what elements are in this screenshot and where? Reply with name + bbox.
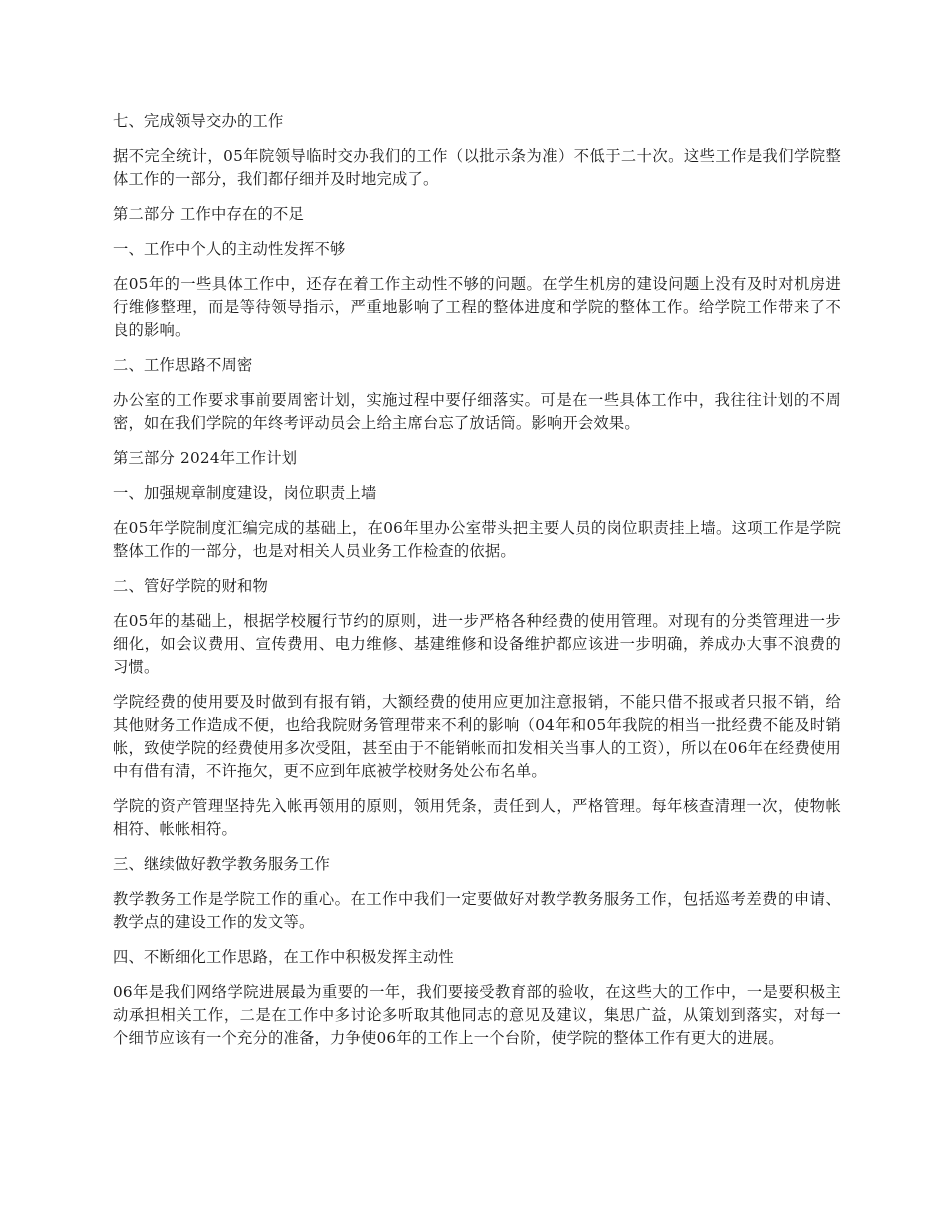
section-heading: 四、不断细化工作思路，在工作中积极发挥主动性: [113, 948, 454, 966]
paragraph: 06年是我们网络学院进展最为重要的一年，我们要接受教育部的验收，在这些大的工作中，一是要积极主动承担相关工作，二是在工作中多讨论多听取其他同志的意见及建议，集思广益，从策划到落实，对每一个细节应该有一个充分的准备，力争使06年的工作上一个台阶，使学院的整体工作有更大的进展。: [113, 983, 841, 1047]
section-heading: 一、加强规章制度建设，岗位职责上墙: [113, 484, 377, 502]
document-body: [113, 110, 841, 1062]
paragraph: 在05年学院制度汇编完成的基础上，在06年里办公室带头把主要人员的岗位职责挂上墙。这项工作是学院整体工作的一部分，也是对相关人员业务工作检查的依据。: [113, 519, 841, 560]
paragraph: 在05年的基础上，根据学校履行节约的原则，进一步严格各种经费的使用管理。对现有的分类管理进一步细化，如会议费用、宣传费用、电力维修、基建维修和设备维护都应该进一步明确，养成办大事不浪费的习惯。: [113, 612, 841, 676]
paragraph: 教学教务工作是学院工作的重心。在工作中我们一定要做好对教学教务服务工作，包括巡考差费的申请、教学点的建设工作的发文等。: [113, 890, 841, 931]
section-heading: 二、管好学院的财和物: [113, 577, 268, 595]
section-heading: 一、工作中个人的主动性发挥不够: [113, 240, 346, 258]
part-heading: 第二部分 工作中存在的不足: [113, 205, 305, 223]
section-heading: 三、继续做好教学教务服务工作: [113, 855, 330, 873]
paragraph: 学院的资产管理坚持先入帐再领用的原则，领用凭条，责任到人，严格管理。每年核查清理一次，使物帐相符、帐帐相符。: [113, 797, 841, 838]
paragraph: 学院经费的使用要及时做到有报有销，大额经费的使用应更加注意报销，不能只借不报或者只报不销，给其他财务工作造成不便，也给我院财务管理带来不利的影响（04年和05年我院的相当一批经费不能及时销帐，致使学院的经费使用多次受阻，甚至由于不能销帐而扣发相关当事人的工资），所以在06年在经费使用中有借有清，不许拖欠，更不应到年底被学校财务处公布名单。: [113, 693, 841, 780]
paragraph: 在05年的一些具体工作中，还存在着工作主动性不够的问题。在学生机房的建设问题上没有及时对机房进行维修整理，而是等待领导指示，严重地影响了工程的整体进度和学院的整体工作。给学院工作带来了不良的影响。: [113, 275, 841, 339]
paragraph: 办公室的工作要求事前要周密计划，实施过程中要仔细落实。可是在一些具体工作中，我往往计划的不周密，如在我们学院的年终考评动员会上给主席台忘了放话筒。影响开会效果。: [113, 391, 841, 432]
part-heading: 第三部分 2024年工作计划: [113, 449, 298, 467]
section-heading: 七、完成领导交办的工作: [113, 112, 284, 130]
section-heading: 二、工作思路不周密: [113, 356, 253, 374]
paragraph: 据不完全统计，05年院领导临时交办我们的工作（以批示条为准）不低于二十次。这些工作是我们学院整体工作的一部分，我们都仔细并及时地完成了。: [113, 147, 841, 188]
